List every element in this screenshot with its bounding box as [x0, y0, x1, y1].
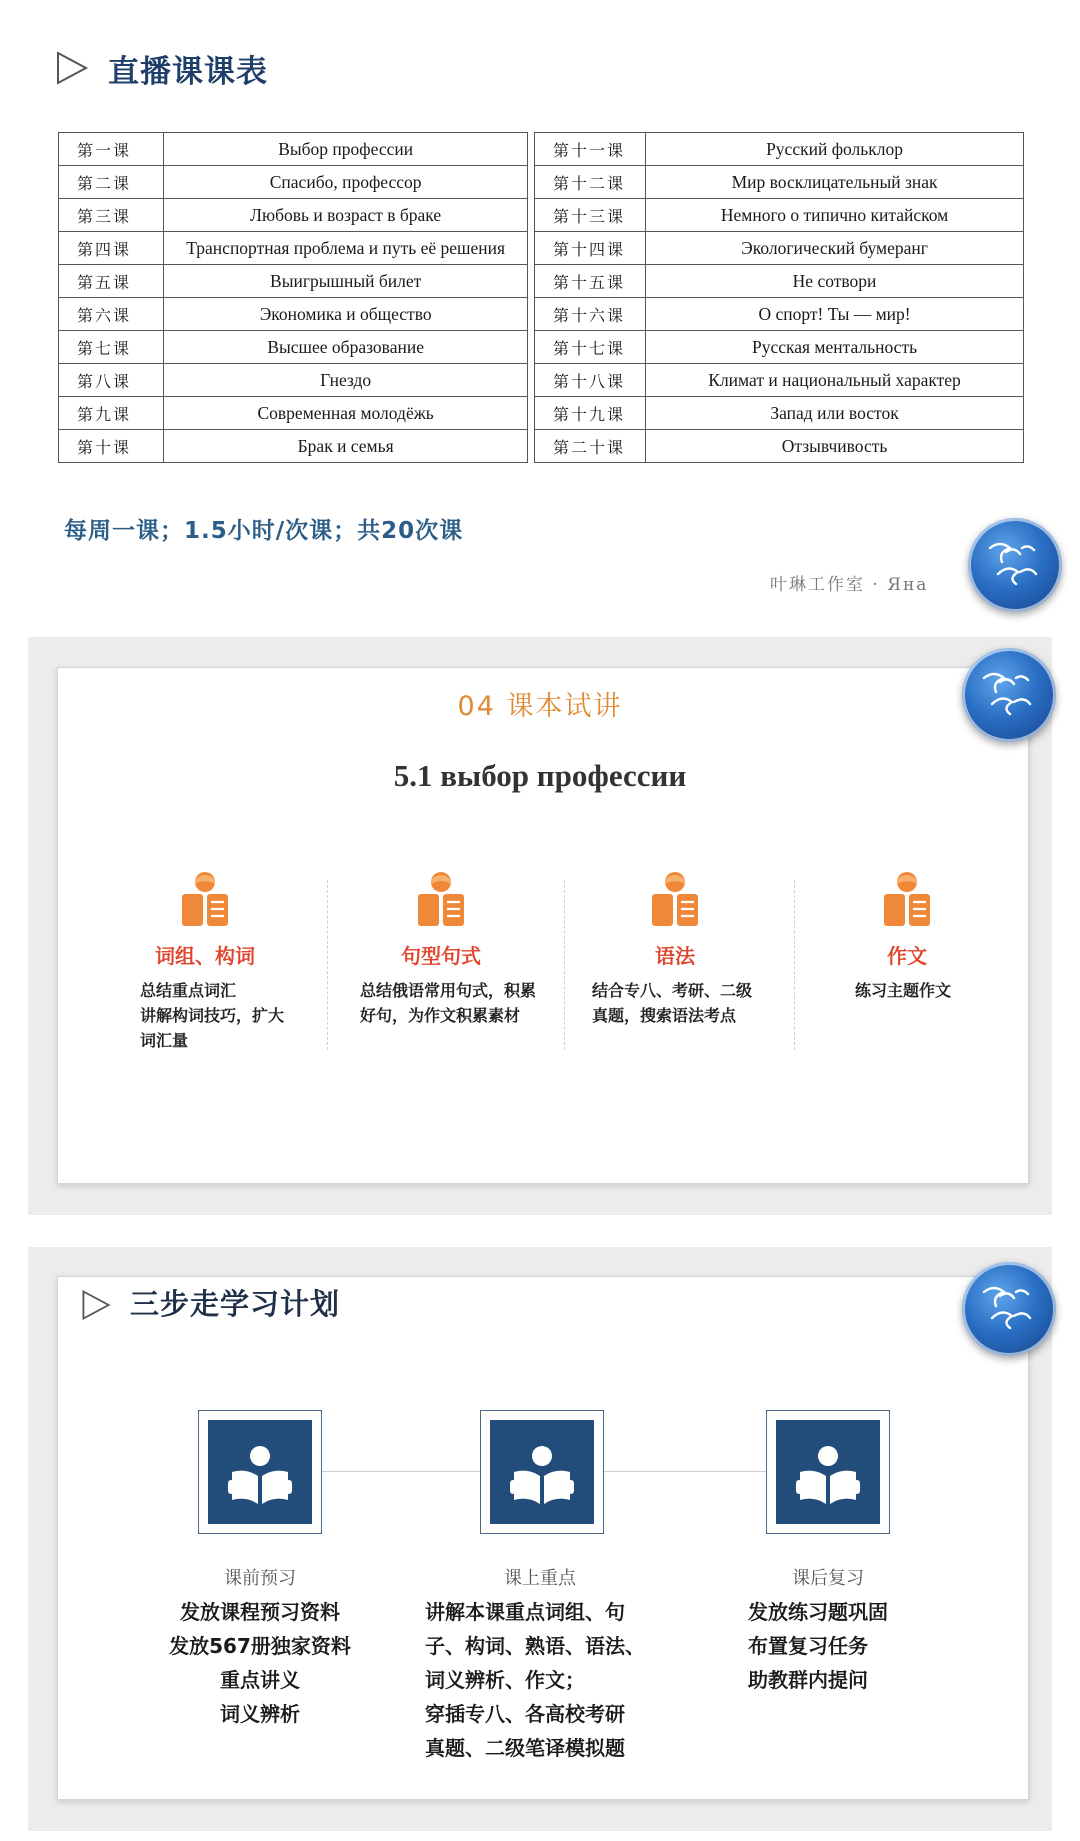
- lesson-number: 第四课: [59, 232, 164, 265]
- table-row: [59, 331, 528, 364]
- table-row: [535, 199, 1024, 232]
- lesson-title: Брак и семья: [164, 430, 528, 463]
- table-row: [535, 364, 1024, 397]
- lesson-title: Русский фольклор: [646, 133, 1024, 166]
- step-line: 发放567册独家资料: [169, 1634, 351, 1658]
- lesson-number: 第十课: [59, 430, 164, 463]
- table-row: [535, 298, 1024, 331]
- step-icon-fill: [776, 1420, 880, 1524]
- column-line: 好句，为作文积累素材: [360, 1006, 521, 1025]
- schedule-note: 每周一课；1.5小时/次课；共20次课: [64, 518, 464, 544]
- lesson-title: Высшее образование: [164, 331, 528, 364]
- lesson-number: 第二课: [59, 166, 164, 199]
- column-description: [592, 978, 752, 1028]
- trial-lesson-title: 5.1 выбор профессии: [393, 758, 687, 793]
- lesson-title: Экологический бумеранг: [646, 232, 1024, 265]
- lesson-title: Немного о типично китайском: [646, 199, 1024, 232]
- play-outline-icon: [78, 1287, 114, 1323]
- step-line: 布置复习任务: [748, 1634, 868, 1658]
- step-line: 发放练习题巩固: [748, 1600, 888, 1624]
- step-line: 助教群内提问: [748, 1668, 868, 1692]
- table-row: [59, 298, 528, 331]
- lesson-number: 第一课: [59, 133, 164, 166]
- lesson-number: 第十五课: [535, 265, 646, 298]
- step-label: 课后复习: [792, 1568, 864, 1589]
- column-divider: [327, 880, 328, 1050]
- table-row: [59, 364, 528, 397]
- table-row: [59, 199, 528, 232]
- step-description: [748, 1595, 968, 1697]
- column-line: 词汇量: [140, 1031, 189, 1050]
- reader-book-icon: [490, 1420, 594, 1524]
- lesson-title: Выигрышный билет: [164, 265, 528, 298]
- table-row: [59, 166, 528, 199]
- table-row: [535, 331, 1024, 364]
- table-row: [535, 265, 1024, 298]
- step-icon-fill: [208, 1420, 312, 1524]
- reader-book-icon: [178, 870, 232, 930]
- step-line: 穿插专八、各高校考研: [425, 1702, 625, 1726]
- lesson-number: 第八课: [59, 364, 164, 397]
- lesson-number: 第十九课: [535, 397, 646, 430]
- step-line: 讲解本课重点词组、句: [425, 1600, 625, 1624]
- play-outline-icon: [52, 48, 92, 88]
- lesson-title: Не сотвори: [646, 265, 1024, 298]
- lesson-title: О спорт! Ты — мир!: [646, 298, 1024, 331]
- step-line: 词义辨析、作文；: [425, 1668, 585, 1692]
- table-row: [535, 166, 1024, 199]
- lesson-title: Спасибо, профессор: [164, 166, 528, 199]
- plan-title: 三步走学习计划: [130, 1287, 341, 1321]
- lesson-number: 第十二课: [535, 166, 646, 199]
- lesson-title: Выбор профессии: [164, 133, 528, 166]
- lesson-number: 第十四课: [535, 232, 646, 265]
- lesson-title: Любовь и возраст в браке: [164, 199, 528, 232]
- step-icon-box: [480, 1410, 604, 1534]
- table-row: [535, 430, 1024, 463]
- reader-book-icon: [776, 1420, 880, 1524]
- lesson-number: 第十六课: [535, 298, 646, 331]
- schedule-table-left: [58, 132, 528, 463]
- table-row: [59, 397, 528, 430]
- lesson-title: Запад или восток: [646, 397, 1024, 430]
- column-line: 真题，搜索语法考点: [592, 1006, 737, 1025]
- step-line: 真题、二级笔译模拟题: [425, 1736, 625, 1760]
- lesson-number: 第十一课: [535, 133, 646, 166]
- table-row: [535, 133, 1024, 166]
- column-label: 语法: [655, 944, 695, 968]
- reader-book-icon: [880, 870, 934, 930]
- table-row: [59, 232, 528, 265]
- column-line: 总结重点词汇: [140, 981, 237, 1000]
- step-description: [425, 1595, 685, 1765]
- column-label: 词组、构词: [155, 944, 255, 968]
- step-label: 课前预习: [224, 1568, 296, 1589]
- lesson-title: Транспортная проблема и путь её решения: [164, 232, 528, 265]
- step-icon-fill: [490, 1420, 594, 1524]
- step-icon-box: [766, 1410, 890, 1534]
- trial-heading: 04 课本试讲: [457, 691, 623, 722]
- column-description: [140, 978, 284, 1053]
- logo-badge-icon: [962, 1262, 1056, 1356]
- lesson-number: 第十三课: [535, 199, 646, 232]
- step-label: 课上重点: [504, 1568, 576, 1589]
- table-row: [535, 232, 1024, 265]
- lesson-number: 第五课: [59, 265, 164, 298]
- column-divider: [794, 880, 795, 1050]
- lesson-title: Русская ментальность: [646, 331, 1024, 364]
- lesson-number: 第三课: [59, 199, 164, 232]
- studio-signature: 叶琳工作室 · Яна: [770, 575, 929, 595]
- connector-line: [602, 1471, 766, 1472]
- lesson-title: Отзывчивость: [646, 430, 1024, 463]
- lesson-number: 第六课: [59, 298, 164, 331]
- step-line: 词义辨析: [220, 1702, 300, 1726]
- lesson-title: Экономика и общество: [164, 298, 528, 331]
- column-label: 句型句式: [401, 944, 481, 968]
- step-description: [150, 1595, 370, 1731]
- step-line: 发放课程预习资料: [180, 1600, 340, 1624]
- column-description: [360, 978, 536, 1028]
- column-description: [855, 978, 951, 1003]
- reader-book-icon: [414, 870, 468, 930]
- reader-book-icon: [648, 870, 702, 930]
- connector-line: [320, 1471, 480, 1472]
- table-row: [535, 397, 1024, 430]
- lesson-number: 第十八课: [535, 364, 646, 397]
- column-line: 总结俄语常用句式，积累: [360, 981, 537, 1000]
- lesson-number: 第九课: [59, 397, 164, 430]
- lesson-title: Климат и национальный характер: [646, 364, 1024, 397]
- schedule-table-right: [534, 132, 1024, 463]
- step-icon-box: [198, 1410, 322, 1534]
- reader-book-icon: [208, 1420, 312, 1524]
- table-row: [59, 430, 528, 463]
- schedule-title: 直播课课表: [108, 54, 268, 90]
- lesson-number: 第七课: [59, 331, 164, 364]
- column-divider: [564, 880, 565, 1050]
- step-line: 重点讲义: [220, 1668, 300, 1692]
- step-line: 子、构词、熟语、语法、: [425, 1634, 645, 1658]
- lesson-title: Мир восклицательный знак: [646, 166, 1024, 199]
- column-label: 作文: [887, 944, 927, 968]
- logo-badge-icon: [968, 518, 1062, 612]
- lesson-number: 第二十课: [535, 430, 646, 463]
- column-line: 讲解构词技巧，扩大: [140, 1006, 285, 1025]
- lesson-title: Гнездо: [164, 364, 528, 397]
- lesson-title: Современная молодёжь: [164, 397, 528, 430]
- table-row: [59, 133, 528, 166]
- column-line: 结合专八、考研、二级: [592, 981, 753, 1000]
- lesson-number: 第十七课: [535, 331, 646, 364]
- table-row: [59, 265, 528, 298]
- column-line: 练习主题作文: [855, 981, 952, 1000]
